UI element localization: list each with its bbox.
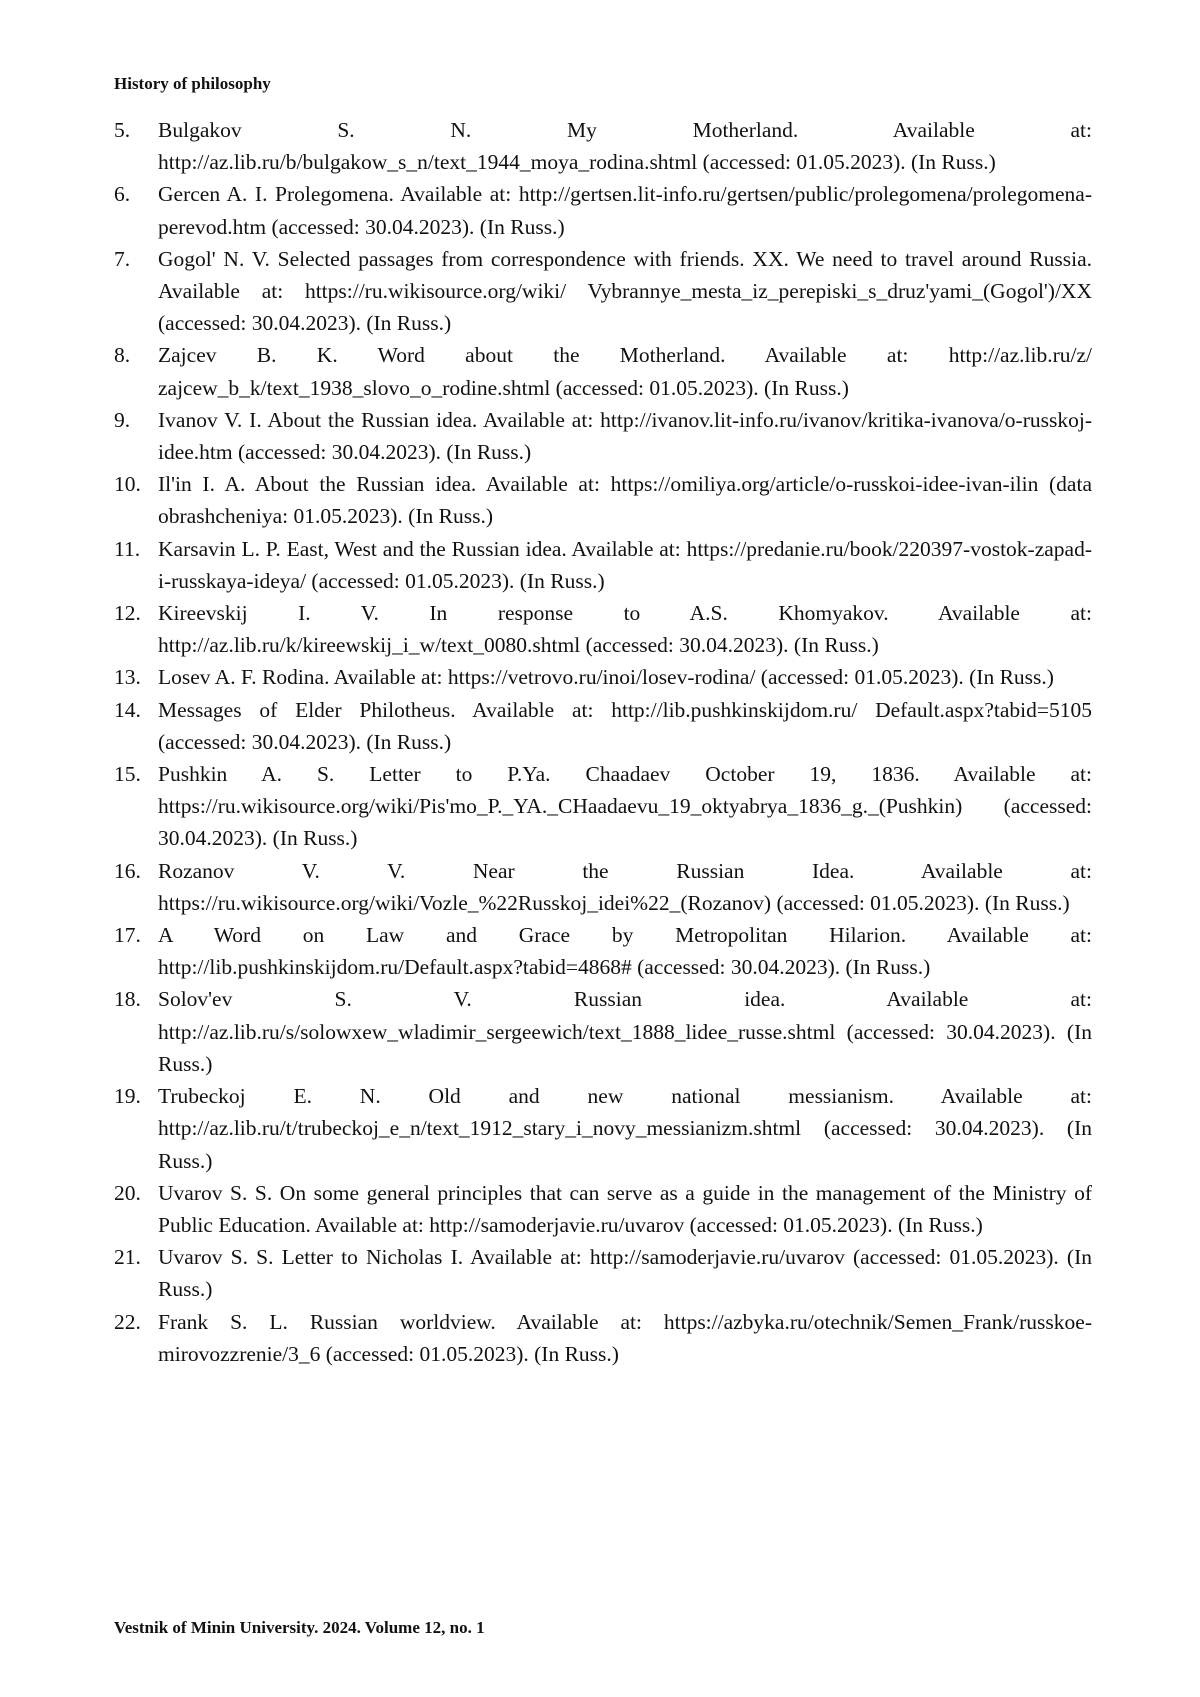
reference-text: Uvarov S. S. Letter to Nicholas I. Available at: http://samoderjavie.ru/uvarov (accessed: 01.05.2023). (In Russ.) bbox=[158, 1245, 1092, 1302]
reference-number: 21. bbox=[114, 1245, 141, 1270]
reference-text: Kireevskij I. V. In response to A.S. Khomyakov. Available at: http://az.lib.ru/k/kireewskij_i_w/text_0080.shtml (accessed: 30.04.2023). (In Russ.) bbox=[158, 601, 1092, 658]
reference-number: 10. bbox=[114, 472, 141, 497]
reference-number: 6. bbox=[114, 182, 131, 207]
reference-item bbox=[114, 1241, 1092, 1305]
reference-item bbox=[114, 178, 1092, 242]
reference-item bbox=[114, 1306, 1092, 1370]
reference-item bbox=[114, 758, 1092, 855]
reference-item bbox=[114, 339, 1092, 403]
reference-text: Uvarov S. S. On some general principles that can serve as a guide in the management of the Ministry of Public Education. Available at: http://samoderjavie.ru/uvarov (accessed: 01.05.2023). (In Russ.) bbox=[158, 1180, 1092, 1237]
reference-text: Bulgakov S. N. My Motherland. Available at: http://az.lib.ru/b/bulgakow_s_n/text_1944_moya_rodina.shtml (accessed: 01.05.2023). (In Russ.) bbox=[158, 118, 1092, 175]
reference-item bbox=[114, 661, 1092, 693]
reference-item bbox=[114, 919, 1092, 983]
reference-text: Trubeckoj E. N. Old and new national messianism. Available at: http://az.lib.ru/t/trubeckoj_e_n/text_1912_stary_i_novy_messianizm.shtml (accessed: 30.04.2023). (In Russ.) bbox=[158, 1084, 1092, 1173]
reference-list bbox=[114, 114, 1092, 1370]
reference-number: 9. bbox=[114, 407, 131, 432]
reference-text: Ivanov V. I. About the Russian idea. Available at: http://ivanov.lit-info.ru/ivanov/kritika-ivanova/o-russkoj-idee.htm (accessed: 30.04.2023). (In Russ.) bbox=[158, 407, 1092, 465]
reference-item bbox=[114, 243, 1092, 340]
reference-text: Il'in I. A. About the Russian idea. Available at: https://omiliya.org/article/o-russkoi-idee-ivan-ilin (data obrashcheniya: 01.05.2023). (In Russ.) bbox=[158, 472, 1092, 529]
reference-text: Losev A. F. Rodina. Available at: https://vetrovo.ru/inoi/losev-rodina/ (accessed: 01.05.2023). (In Russ.) bbox=[158, 665, 1054, 690]
reference-text: A Word on Law and Grace by Metropolitan Hilarion. Available at: http://lib.pushkinskijdom.ru/Default.aspx?tabid=4868# (accessed: 30.04.2023). (In Russ.) bbox=[158, 923, 1092, 980]
reference-number: 22. bbox=[114, 1309, 141, 1334]
reference-number: 12. bbox=[114, 601, 141, 626]
reference-text: Solov'ev S. V. Russian idea. Available at: http://az.lib.ru/s/solowxew_wladimir_sergeewich/text_1888_lidee_russe.shtml (accessed: 30.04.2023). (In Russ.) bbox=[158, 987, 1092, 1076]
reference-number: 16. bbox=[114, 858, 141, 883]
reference-text: Zajcev B. K. Word about the Motherland. Available at: http://az.lib.ru/z/ zajcew_b_k/text_1938_slovo_o_rodine.shtml (accessed: 01.05.2023). (In Russ.) bbox=[158, 343, 1092, 400]
reference-text: Gercen A. I. Prolegomena. Available at: http://gertsen.lit-info.ru/gertsen/public/prolegomena/prolegomena-perevod.htm (accessed: 30.04.2023). (In Russ.) bbox=[158, 182, 1092, 239]
reference-item bbox=[114, 694, 1092, 758]
reference-number: 11. bbox=[114, 536, 141, 561]
reference-number: 14. bbox=[114, 697, 141, 722]
reference-number: 17. bbox=[114, 923, 141, 948]
reference-text: Pushkin A. S. Letter to P.Ya. Chaadaev October 19, 1836. Available at: https://ru.wikisource.org/wiki/Pis'mo_P._YA._CHaadaevu_19_oktyabrya_1836_g._(Pushkin) (accessed: 30.04.2023). (In Russ.) bbox=[158, 762, 1092, 851]
reference-number: 18. bbox=[114, 987, 141, 1012]
reference-number: 7. bbox=[114, 246, 131, 271]
reference-item bbox=[114, 1080, 1092, 1177]
reference-number: 20. bbox=[114, 1180, 141, 1205]
reference-text: Messages of Elder Philotheus. Available at: http://lib.pushkinskijdom.ru/ Default.aspx?tabid=5105 (accessed: 30.04.2023). (In Russ.) bbox=[158, 697, 1092, 754]
reference-item bbox=[114, 468, 1092, 532]
reference-item bbox=[114, 404, 1092, 468]
reference-number: 8. bbox=[114, 343, 131, 368]
reference-number: 13. bbox=[114, 665, 141, 690]
reference-item bbox=[114, 1177, 1092, 1241]
reference-text: Karsavin L. P. East, West and the Russian idea. Available at: https://predanie.ru/book/220397-vostok-zapad-i-russkaya-ideya/ (accessed: 01.05.2023). (In Russ.) bbox=[158, 536, 1092, 593]
reference-item bbox=[114, 114, 1092, 178]
reference-text: Frank S. L. Russian worldview. Available at: https://azbyka.ru/otechnik/Semen_Frank/russkoe-mirovozzrenie/3_6 (accessed: 01.05.2023). (In Russ.) bbox=[158, 1309, 1092, 1366]
reference-item bbox=[114, 533, 1092, 597]
reference-number: 5. bbox=[114, 118, 131, 142]
reference-item bbox=[114, 855, 1092, 919]
reference-number: 19. bbox=[114, 1084, 141, 1109]
reference-item bbox=[114, 983, 1092, 1080]
section-title: History of philosophy bbox=[114, 74, 271, 93]
journal-footer: Vestnik of Minin University. 2024. Volume 12, no. 1 bbox=[114, 1618, 485, 1637]
reference-number: 15. bbox=[114, 762, 141, 787]
reference-text: Gogol' N. V. Selected passages from correspondence with friends. XX. We need to travel around Russia. Available at: https://ru.wikisource.org/wiki/ Vybrannye_mesta_iz_perepiski_s_druz'yami_(Gogol')/XX (accessed: 30.04.2023). (In Russ.) bbox=[158, 246, 1092, 336]
reference-text: Rozanov V. V. Near the Russian Idea. Available at: https://ru.wikisource.org/wiki/Vozle_%22Russkoj_idei%22_(Rozanov) (accessed: 01.05.2023). (In Russ.) bbox=[158, 858, 1092, 915]
reference-item bbox=[114, 597, 1092, 661]
